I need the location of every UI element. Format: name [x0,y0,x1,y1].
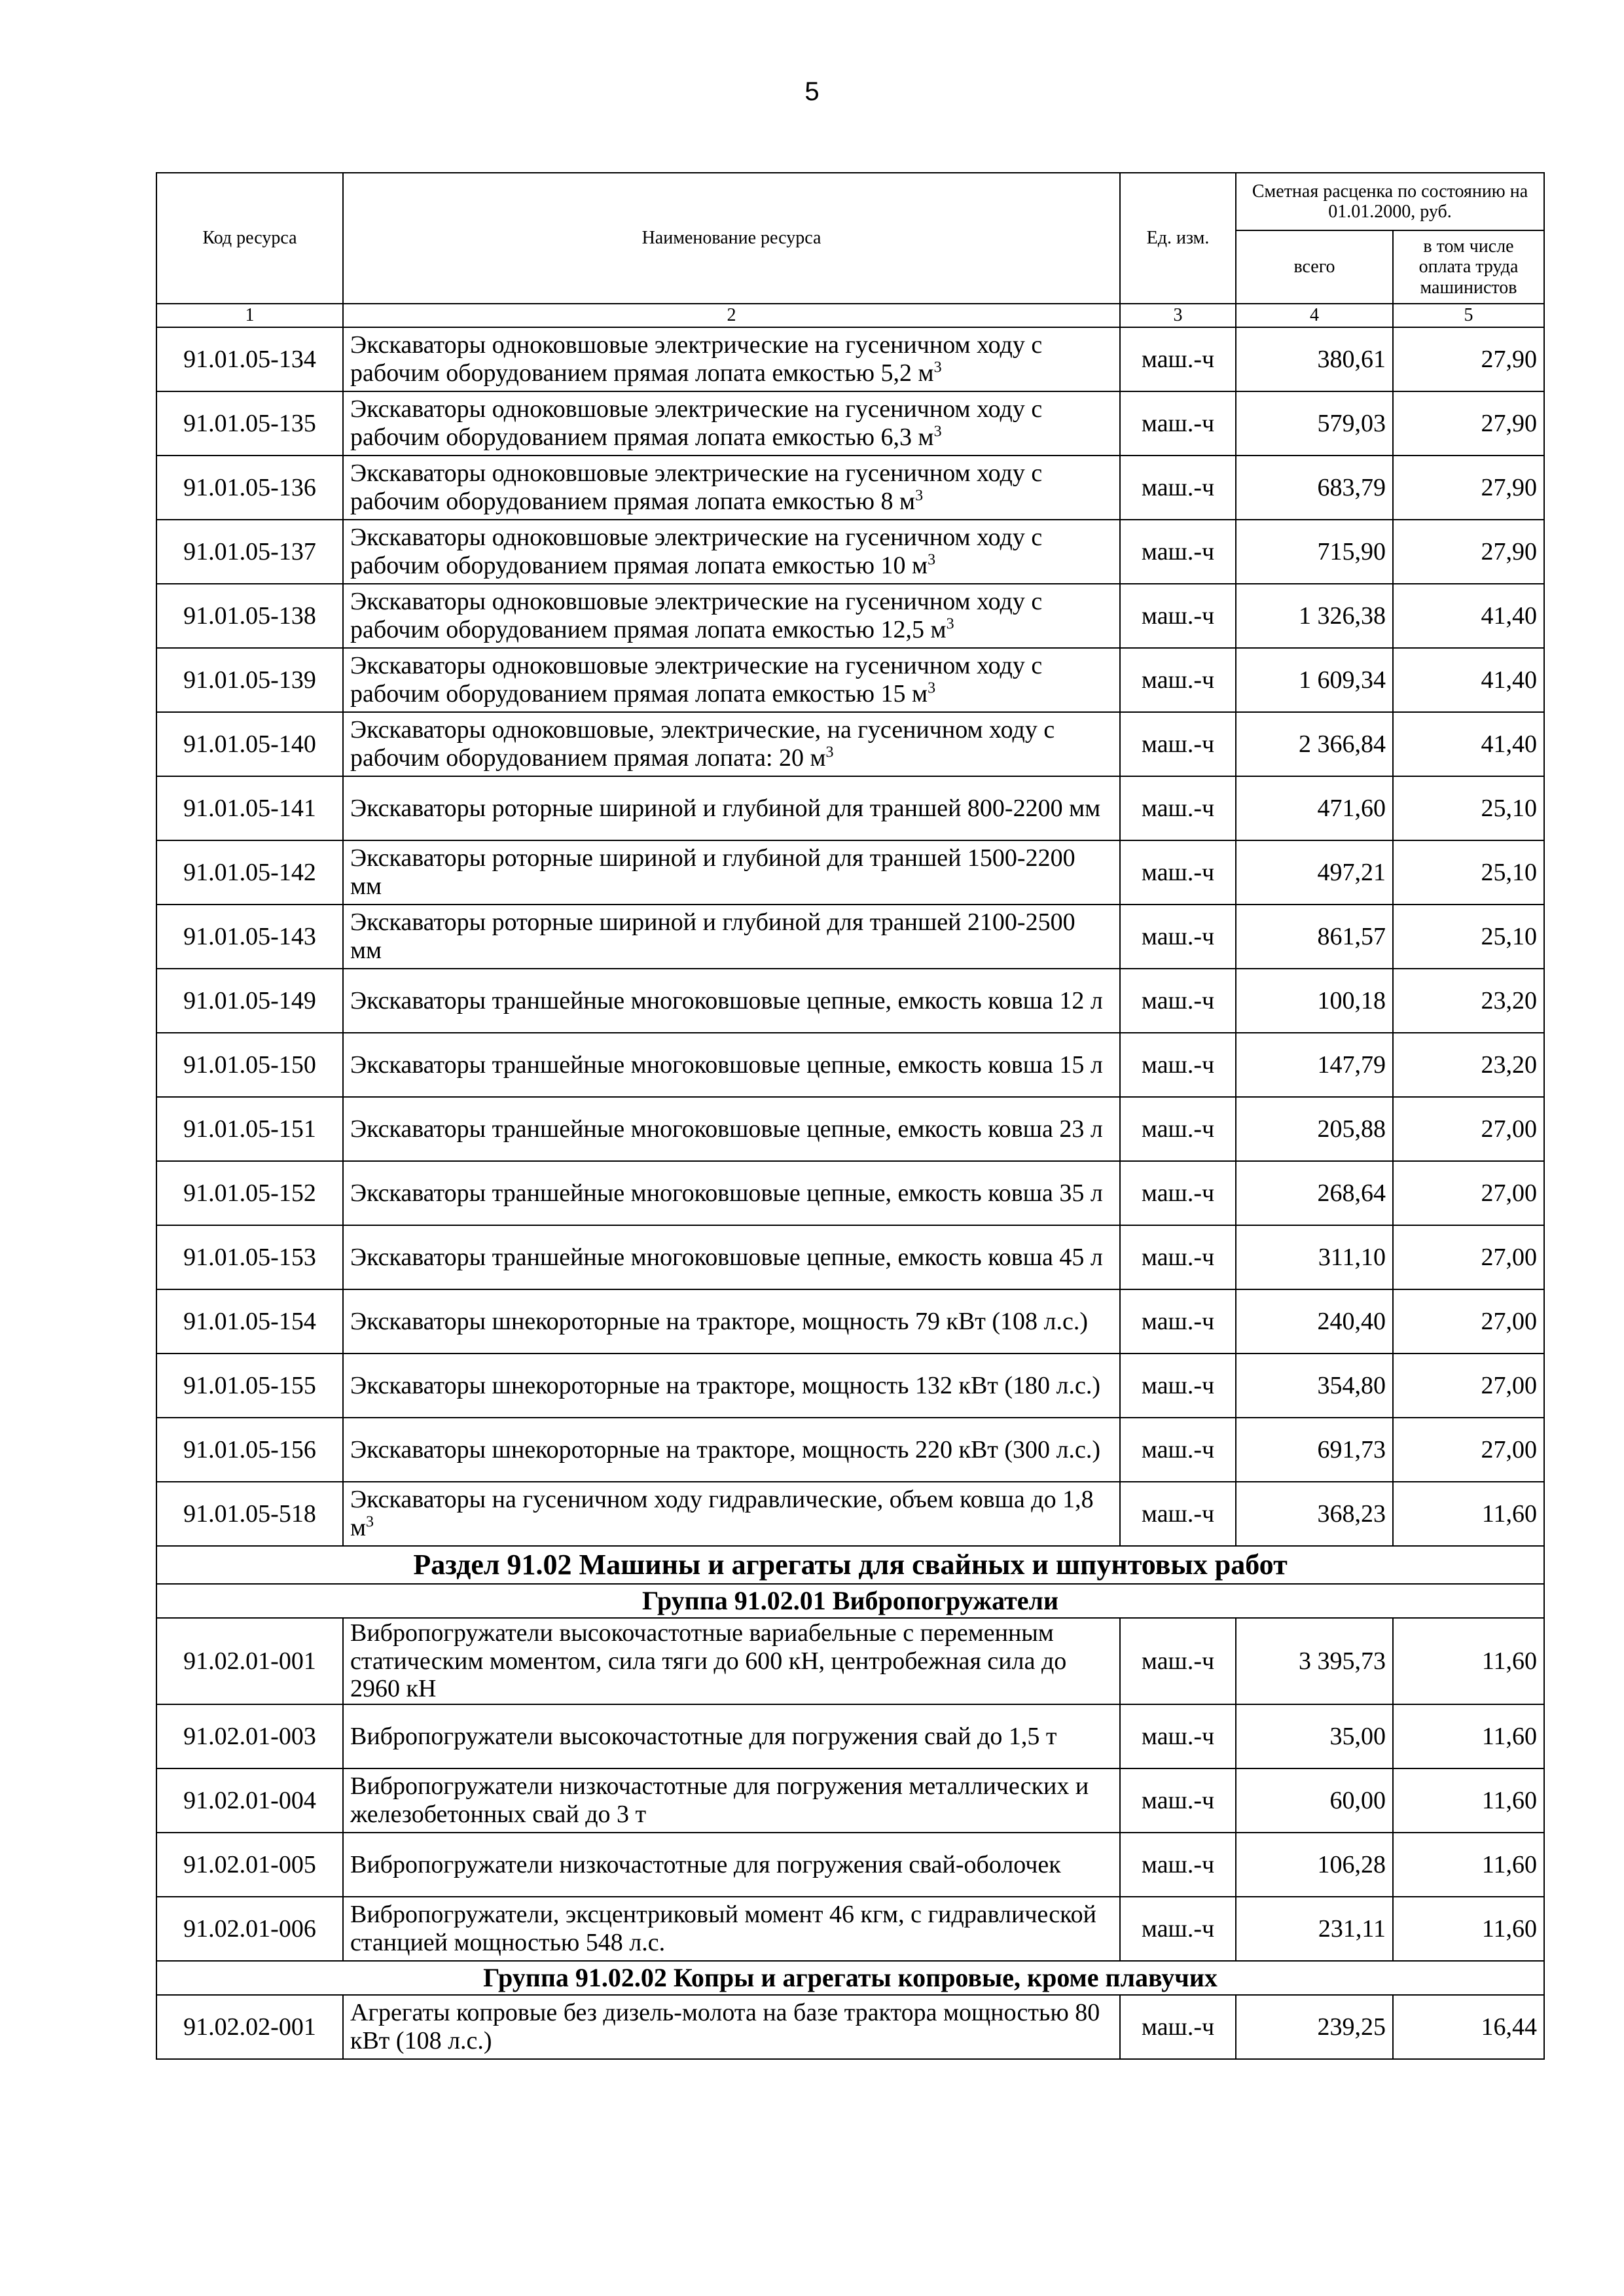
resource-name [343,1897,1120,1961]
table-row [156,1768,1544,1833]
table-row [156,1289,1544,1354]
rate-operator-labor: 27,90 [1393,391,1544,456]
resource-code: 91.01.05-137 [156,520,343,584]
resource-name [343,905,1120,969]
unit-of-measure: маш.-ч [1120,584,1236,648]
table-row [156,1995,1544,2059]
resource-name-text: Экскаваторы роторные шириной и глубиной для траншей 800-2200 мм [350,794,1101,822]
rate-total: 268,64 [1236,1161,1393,1225]
rate-total: 497,21 [1236,840,1393,905]
unit-of-measure: маш.-ч [1120,1618,1236,1704]
table-row [156,1418,1544,1482]
rate-total: 715,90 [1236,520,1393,584]
resource-code: 91.02.02-001 [156,1995,343,2059]
resource-name [343,776,1120,840]
rate-operator-labor: 27,00 [1393,1289,1544,1354]
resource-name [343,1482,1120,1546]
resource-code: 91.02.01-005 [156,1833,343,1897]
resource-name-text: Экскаваторы одноковшовые, электрические, на гусеничном ходу с рабочим оборудованием прямая лопата: 20 м [350,716,1055,772]
unit-of-measure: маш.-ч [1120,1482,1236,1546]
column-number: 2 [343,304,1120,327]
resource-code: 91.01.05-141 [156,776,343,840]
rate-total: 60,00 [1236,1768,1393,1833]
header-unit: Ед. изм. [1120,173,1236,304]
table-row [156,648,1544,712]
table-row [156,905,1544,969]
unit-of-measure: маш.-ч [1120,1418,1236,1482]
rate-operator-labor: 41,40 [1393,648,1544,712]
unit-of-measure: маш.-ч [1120,1354,1236,1418]
resource-name [343,840,1120,905]
rate-total: 683,79 [1236,456,1393,520]
resource-name-text: Экскаваторы одноковшовые электрические на гусеничном ходу с рабочим оборудованием прямая лопата емкостью 10 м [350,524,1043,579]
resource-code: 91.01.05-134 [156,327,343,391]
resource-code: 91.01.05-154 [156,1289,343,1354]
rate-operator-labor: 11,60 [1393,1768,1544,1833]
unit-of-measure: маш.-ч [1120,1704,1236,1768]
resource-name-text: Экскаваторы траншейные многоковшовые цепные, емкость ковша 15 л [350,1050,1103,1079]
resource-name-text: Вибропогружатели низкочастотные для погружения металлических и железобетонных свай до 3 т [350,1772,1089,1828]
header-labor: в том числе оплата труда машинистов [1393,230,1544,304]
rate-total: 471,60 [1236,776,1393,840]
section-title: Раздел 91.02 Машины и агрегаты для свайных и шпунтовых работ [156,1546,1544,1584]
rate-total: 861,57 [1236,905,1393,969]
rate-operator-labor: 23,20 [1393,1033,1544,1097]
table-row [156,456,1544,520]
unit-of-measure: маш.-ч [1120,969,1236,1033]
rate-operator-labor: 27,00 [1393,1418,1544,1482]
column-number: 5 [1393,304,1544,327]
unit-of-measure: маш.-ч [1120,776,1236,840]
resource-code: 91.01.05-155 [156,1354,343,1418]
resource-name [343,1033,1120,1097]
column-numbers-row [156,304,1544,327]
table-row [156,1833,1544,1897]
resource-name-text: Экскаваторы траншейные многоковшовые цепные, емкость ковша 23 л [350,1115,1103,1143]
resource-name-text: Вибропогружатели, эксцентриковый момент 46 кгм, с гидравлической станцией мощностью 548 л.с. [350,1901,1096,1956]
rate-total: 354,80 [1236,1354,1393,1418]
resource-name [343,969,1120,1033]
page-number: 5 [804,77,820,106]
rate-operator-labor: 41,40 [1393,584,1544,648]
group-title: Группа 91.02.01 Вибропогружатели [156,1584,1544,1618]
header-estimate: Сметная расценка по состоянию на 01.01.2000, руб. [1236,173,1544,230]
resource-name-text: Экскаваторы одноковшовые электрические на гусеничном ходу с рабочим оборудованием прямая лопата емкостью 8 м [350,459,1043,515]
rate-total: 205,88 [1236,1097,1393,1161]
table-row [156,327,1544,391]
unit-of-measure: маш.-ч [1120,840,1236,905]
unit-of-measure: маш.-ч [1120,1097,1236,1161]
resource-name [343,648,1120,712]
resource-name [343,1768,1120,1833]
rate-total: 1 326,38 [1236,584,1393,648]
unit-of-measure: маш.-ч [1120,327,1236,391]
rate-total: 106,28 [1236,1833,1393,1897]
table-row [156,969,1544,1033]
table-body [156,327,1544,2059]
resource-name-text: Экскаваторы шнекороторные на тракторе, мощность 132 кВт (180 л.с.) [350,1371,1101,1399]
resource-code: 91.01.05-151 [156,1097,343,1161]
resource-name-text: Экскаваторы одноковшовые электрические на гусеничном ходу с рабочим оборудованием прямая лопата емкостью 5,2 м [350,331,1043,387]
rate-operator-labor: 11,60 [1393,1482,1544,1546]
resource-code: 91.01.05-140 [156,712,343,776]
rate-total: 239,25 [1236,1995,1393,2059]
unit-exponent: 3 [928,679,936,697]
resource-name [343,584,1120,648]
rate-total: 579,03 [1236,391,1393,456]
resource-name-text: Экскаваторы одноковшовые электрические на гусеничном ходу с рабочим оборудованием прямая лопата емкостью 12,5 м [350,588,1043,643]
unit-of-measure: маш.-ч [1120,391,1236,456]
column-number: 1 [156,304,343,327]
column-number: 3 [1120,304,1236,327]
rate-operator-labor: 27,90 [1393,456,1544,520]
unit-exponent: 3 [933,359,942,376]
table-row [156,1225,1544,1289]
unit-of-measure: маш.-ч [1120,1161,1236,1225]
resource-name [343,1097,1120,1161]
resource-name [343,456,1120,520]
resource-name-text: Экскаваторы одноковшовые электрические на гусеничном ходу с рабочим оборудованием прямая лопата емкостью 6,3 м [350,395,1043,451]
resource-name [343,1704,1120,1768]
table-header [156,173,1544,327]
resource-code: 91.02.01-001 [156,1618,343,1704]
resource-code: 91.01.05-142 [156,840,343,905]
unit-of-measure: маш.-ч [1120,1897,1236,1961]
resource-name [343,1833,1120,1897]
resource-name [343,520,1120,584]
resource-name [343,1225,1120,1289]
table-row [156,1033,1544,1097]
unit-exponent: 3 [915,487,924,505]
rate-operator-labor: 11,60 [1393,1618,1544,1704]
rate-total: 231,11 [1236,1897,1393,1961]
unit-of-measure: маш.-ч [1120,456,1236,520]
rate-total: 2 366,84 [1236,712,1393,776]
resource-code: 91.01.05-152 [156,1161,343,1225]
table-row [156,584,1544,648]
rate-total: 240,40 [1236,1289,1393,1354]
unit-of-measure: маш.-ч [1120,1225,1236,1289]
resource-name-text: Экскаваторы на гусеничном ходу гидравлические, объем ковша до 1,8 м [350,1486,1094,1541]
rate-total: 3 395,73 [1236,1618,1393,1704]
rate-total: 100,18 [1236,969,1393,1033]
rate-operator-labor: 11,60 [1393,1897,1544,1961]
unit-of-measure: маш.-ч [1120,1833,1236,1897]
rate-operator-labor: 27,00 [1393,1354,1544,1418]
resource-name-text: Вибропогружатели высокочастотные для погружения свай до 1,5 т [350,1722,1057,1750]
resource-name-text: Экскаваторы траншейные многоковшовые цепные, емкость ковша 12 л [350,986,1103,1014]
header-total: всего [1236,230,1393,304]
resource-name [343,1161,1120,1225]
rate-total: 368,23 [1236,1482,1393,1546]
rate-operator-labor: 27,90 [1393,520,1544,584]
resource-code: 91.01.05-136 [156,456,343,520]
table-row [156,1161,1544,1225]
rate-operator-labor: 25,10 [1393,905,1544,969]
rate-operator-labor: 27,00 [1393,1225,1544,1289]
unit-of-measure: маш.-ч [1120,905,1236,969]
resource-code: 91.01.05-149 [156,969,343,1033]
table-row [156,391,1544,456]
rate-total: 691,73 [1236,1418,1393,1482]
rate-operator-labor: 25,10 [1393,776,1544,840]
table-row [156,840,1544,905]
resource-code: 91.01.05-135 [156,391,343,456]
resource-rates-table [156,172,1545,2060]
resource-code: 91.02.01-006 [156,1897,343,1961]
table-row [156,712,1544,776]
unit-of-measure: маш.-ч [1120,712,1236,776]
rate-operator-labor: 23,20 [1393,969,1544,1033]
unit-of-measure: маш.-ч [1120,648,1236,712]
resource-name-text: Экскаваторы траншейные многоковшовые цепные, емкость ковша 45 л [350,1243,1103,1271]
unit-exponent: 3 [933,423,942,440]
resource-code: 91.01.05-153 [156,1225,343,1289]
rate-operator-labor: 27,00 [1393,1097,1544,1161]
table-row [156,1897,1544,1961]
resource-name [343,1418,1120,1482]
unit-of-measure: маш.-ч [1120,520,1236,584]
rate-operator-labor: 11,60 [1393,1833,1544,1897]
rate-total: 380,61 [1236,327,1393,391]
unit-exponent: 3 [946,615,954,633]
table-row [156,1097,1544,1161]
unit-exponent: 3 [928,551,936,569]
rate-total: 35,00 [1236,1704,1393,1768]
resource-name-text: Экскаваторы роторные шириной и глубиной для траншей 1500-2200 мм [350,844,1075,900]
resource-name [343,1289,1120,1354]
resource-name-text: Экскаваторы роторные шириной и глубиной для траншей 2100-2500 мм [350,908,1075,964]
column-number: 4 [1236,304,1393,327]
rate-operator-labor: 41,40 [1393,712,1544,776]
rate-operator-labor: 11,60 [1393,1704,1544,1768]
header-name: Наименование ресурса [343,173,1120,304]
unit-of-measure: маш.-ч [1120,1033,1236,1097]
section-heading-row [156,1546,1544,1584]
resource-name [343,712,1120,776]
resource-name-text: Вибропогружатели низкочастотные для погружения свай-оболочек [350,1850,1061,1878]
resource-code: 91.02.01-004 [156,1768,343,1833]
resource-name-text: Экскаваторы шнекороторные на тракторе, мощность 220 кВт (300 л.с.) [350,1435,1101,1463]
resource-code: 91.01.05-139 [156,648,343,712]
resource-name [343,391,1120,456]
table-row [156,1704,1544,1768]
resource-code: 91.01.05-150 [156,1033,343,1097]
table-row [156,1482,1544,1546]
header-code: Код ресурса [156,173,343,304]
group-heading-row [156,1584,1544,1618]
unit-of-measure: маш.-ч [1120,1289,1236,1354]
resource-name [343,1995,1120,2059]
rate-operator-labor: 27,90 [1393,327,1544,391]
resource-name-text: Вибропогружатели высокочастотные вариабельные с переменным статическим моментом, сила тяги до 600 кН, центробежная сила до 2960 кН [350,1619,1067,1703]
unit-exponent: 3 [366,1513,374,1531]
resource-name [343,327,1120,391]
group-title: Группа 91.02.02 Копры и агрегаты копровые, кроме плавучих [156,1961,1544,1995]
resource-name [343,1354,1120,1418]
resource-name-text: Агрегаты копровые без дизель-молота на базе трактора мощностью 80 кВт (108 л.с.) [350,1999,1100,2054]
unit-of-measure: маш.-ч [1120,1768,1236,1833]
unit-of-measure: маш.-ч [1120,1995,1236,2059]
table-row [156,1354,1544,1418]
resource-code: 91.01.05-156 [156,1418,343,1482]
rate-total: 147,79 [1236,1033,1393,1097]
table-row [156,776,1544,840]
rate-total: 311,10 [1236,1225,1393,1289]
resource-name-text: Экскаваторы траншейные многоковшовые цепные, емкость ковша 35 л [350,1179,1103,1207]
resource-code: 91.01.05-143 [156,905,343,969]
rate-operator-labor: 16,44 [1393,1995,1544,2059]
rate-total: 1 609,34 [1236,648,1393,712]
resource-code: 91.02.01-003 [156,1704,343,1768]
rate-operator-labor: 27,00 [1393,1161,1544,1225]
resource-name-text: Экскаваторы одноковшовые электрические на гусеничном ходу с рабочим оборудованием прямая лопата емкостью 15 м [350,652,1043,708]
table-row [156,520,1544,584]
resource-name-text: Экскаваторы шнекороторные на тракторе, мощность 79 кВт (108 л.с.) [350,1307,1089,1335]
table-row [156,1618,1544,1704]
resource-name [343,1618,1120,1704]
resource-code: 91.01.05-138 [156,584,343,648]
unit-exponent: 3 [825,744,834,761]
group-heading-row [156,1961,1544,1995]
rate-operator-labor: 25,10 [1393,840,1544,905]
resource-code: 91.01.05-518 [156,1482,343,1546]
